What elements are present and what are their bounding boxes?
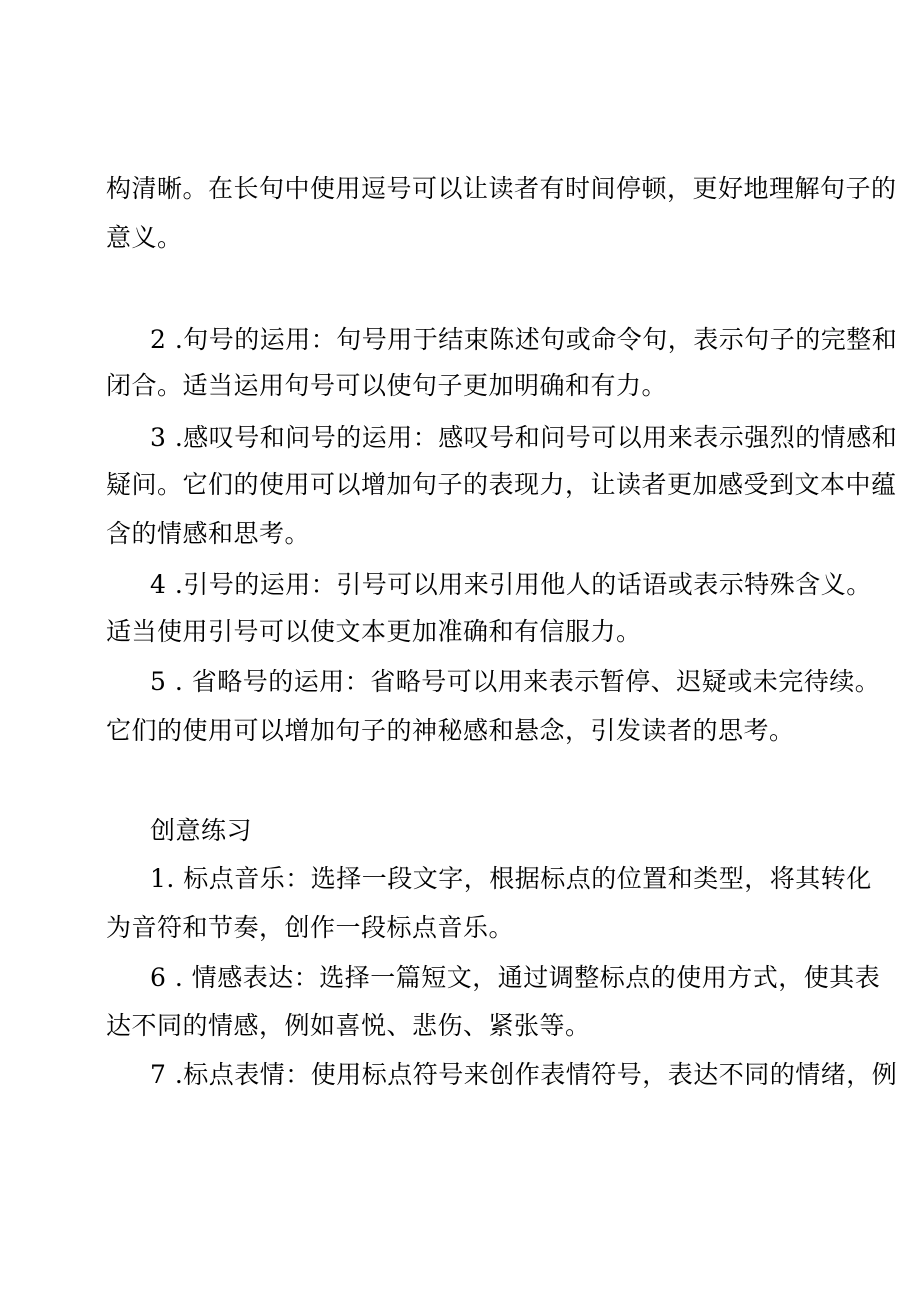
- exercise-punctuation-music-line-2: 为音符和节奏，创作一段标点音乐。: [106, 913, 515, 942]
- item-period-usage-line-1: 2 .句号的运用：句号用于结束陈述句或命令句，表示句子的完整和: [150, 325, 898, 354]
- section-heading-creative-practice: 创意练习: [150, 816, 253, 845]
- item-period-usage-line-2: 闭合。适当运用句号可以使句子更加明确和有力。: [106, 371, 668, 400]
- item-quotation-marks-line-1: 4 .引号的运用：引号可以用来引用他人的话语或表示特殊含义。: [150, 570, 872, 599]
- exercise-punctuation-emoticons-line-1: 7 .标点表情：使用标点符号来创作表情符号，表达不同的情绪，例: [150, 1060, 898, 1089]
- paragraph-comma-continued-line-1: 构清晰。在长句中使用逗号可以让读者有时间停顿，更好地理解句子的: [106, 174, 897, 203]
- exercise-emotion-expression-line-1: 6 . 情感表达：选择一篇短文，通过调整标点的使用方式，使其表: [150, 963, 881, 992]
- item-ellipsis-line-1: 5 . 省略号的运用：省略号可以用来表示暂停、迟疑或未完待续。: [150, 667, 881, 696]
- exercise-punctuation-music-line-1: 1. 标点音乐：选择一段文字，根据标点的位置和类型，将其转化: [150, 864, 872, 893]
- item-exclamation-question-line-1: 3 .感叹号和问号的运用：感叹号和问号可以用来表示强烈的情感和: [150, 423, 898, 452]
- item-ellipsis-line-2: 它们的使用可以增加句子的神秘感和悬念，引发读者的思考。: [106, 716, 795, 745]
- item-exclamation-question-line-2: 疑问。它们的使用可以增加句子的表现力，让读者更加感受到文本中蕴: [106, 470, 897, 499]
- exercise-emotion-expression-line-2: 达不同的情感，例如喜悦、悲伤、紧张等。: [106, 1011, 591, 1040]
- item-quotation-marks-line-2: 适当使用引号可以使文本更加准确和有信服力。: [106, 617, 642, 646]
- item-exclamation-question-line-3: 含的情感和思考。: [106, 519, 311, 548]
- paragraph-comma-continued-line-2: 意义。: [106, 223, 183, 252]
